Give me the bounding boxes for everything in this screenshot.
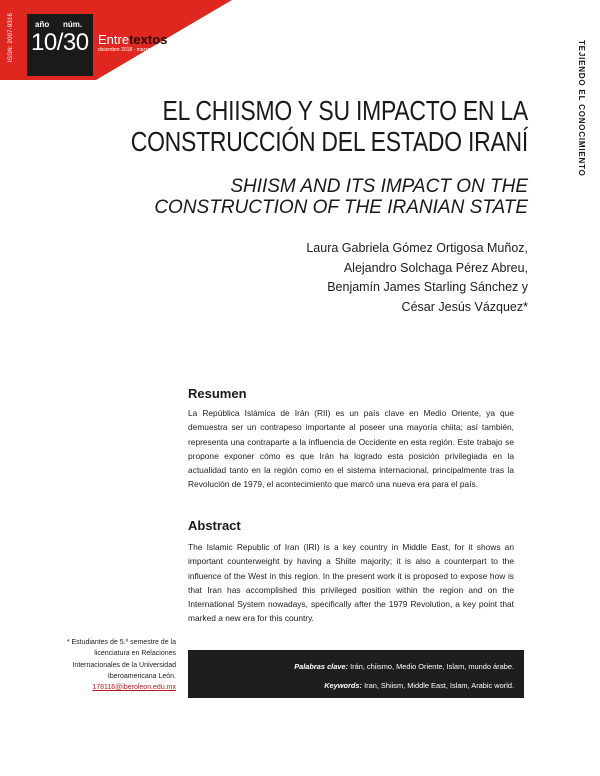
issue-box xyxy=(27,14,93,76)
authors xyxy=(306,239,528,317)
footnote-text: * Estudiantes de 5.º semestre de la licenciatura en Relaciones Internacionales de la Universidad Iberoamericana León. xyxy=(66,639,176,680)
resumen-heading: Resumen xyxy=(188,386,247,401)
title-spanish xyxy=(93,95,528,157)
keywords-es xyxy=(294,661,514,672)
author-footnote xyxy=(64,637,176,693)
author-3: Benjamín James Starling Sánchez y xyxy=(327,280,528,294)
keywords-box xyxy=(188,650,524,698)
journal-name xyxy=(98,32,167,47)
abstract-text: The Islamic Republic of Iran (IRI) is a key country in Middle East, for it shows an important counterweight by having a Shiite majority; it is also a counterpart to the influence of the West in this region. In the present work it is proposed to expose how is that Iran has accomplished this privileged position within the region and on the International System nowadays, specifically after the 1979 Revolution, a key point that marked a new era for this country. xyxy=(188,542,514,624)
author-1: Laura Gabriela Gómez Ortigosa Muñoz, xyxy=(306,241,528,255)
keywords-en-text: Iran, Shiism, Middle East, Islam, Arabic world. xyxy=(364,681,514,690)
keywords-en-label: Keywords: xyxy=(324,681,363,690)
title-es-line1: EL CHIISMO Y SU IMPACTO EN LA xyxy=(162,95,528,126)
issn-text: ISSN: 2007-9316 xyxy=(8,12,14,62)
keywords-es-label: Palabras clave: xyxy=(294,662,349,671)
footnote-email-link[interactable]: 178116@iberoleon.edu.mx xyxy=(92,684,176,692)
section-tag: TEJIENDO EL CONOCIMIENTO xyxy=(577,40,586,177)
journal-name-part2: textos xyxy=(129,32,168,47)
author-4: César Jesús Vázquez* xyxy=(401,299,528,314)
abstract-heading: Abstract xyxy=(188,518,241,533)
title-english xyxy=(154,176,528,218)
keywords-es-text: Irán, chiismo, Medio Oriente, Islam, mundo árabe. xyxy=(350,662,514,671)
resumen-text: La República Islámica de Irán (RII) es un país clave en Medio Oriente, ya que demuestra ser un contrapeso importante al poseer una mayoría chiita; así también, representa una contraparte a la influencia de Occidente en esta región. Este trabajo se propone exponer cómo es que Irán ha logrado esta posición privilegiada en la actualidad tanto en la región como en el sistema internacional, principalmente tras la Revolución de 1979, el acontecimiento que marcó una nueva era para el país. xyxy=(188,408,514,490)
title-en-line2: CONSTRUCTION OF THE IRANIAN STATE xyxy=(154,197,528,218)
journal-name-part1: Entre xyxy=(98,32,130,47)
journal-dates: diciembre 2018 - marzo 2019 xyxy=(98,47,164,53)
title-es-line2: CONSTRUCCIÓN DEL ESTADO IRANÍ xyxy=(130,126,528,157)
issue-num-label: núm. xyxy=(63,20,83,29)
author-2: Alejandro Solchaga Pérez Abreu, xyxy=(343,260,528,275)
keywords-en xyxy=(324,680,514,691)
issue-year-label: año xyxy=(35,20,50,29)
title-en-line1: SHIISM AND ITS IMPACT ON THE xyxy=(230,176,528,197)
issue-number: 10/30 xyxy=(31,29,89,56)
